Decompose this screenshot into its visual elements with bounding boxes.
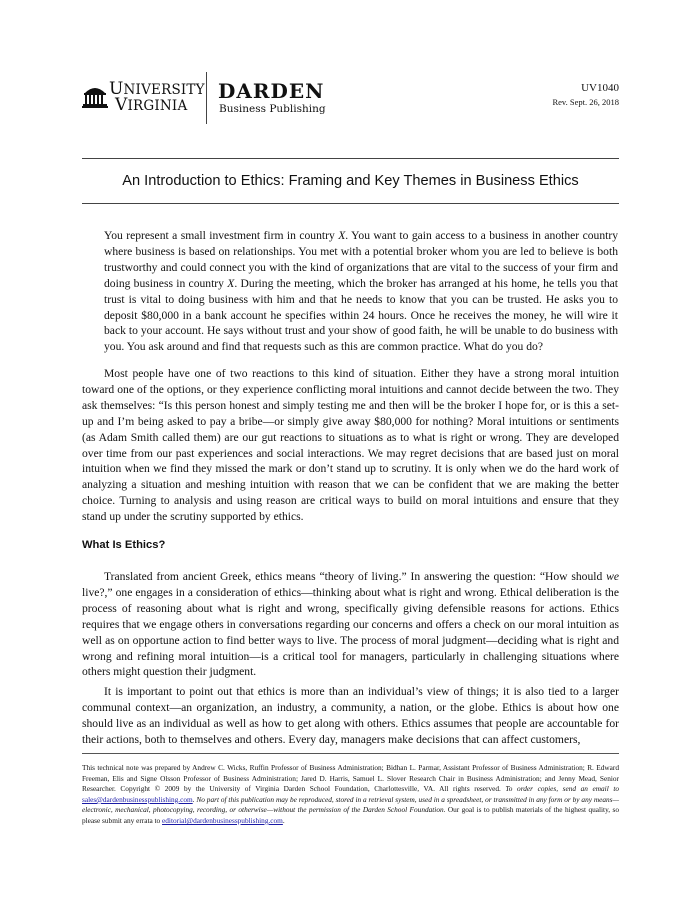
sales-email-link[interactable]: sales@dardenbusinesspublishing.com	[82, 794, 193, 804]
paragraph-4: It is important to point out that ethics is more than an individual’s view of things; it is also tied to a larger communal context—an organization, an industry, a community, a nation, or the globe. Ethics is about how one should live as an individual as well as how to get along with others. Ethics assumes that people are accountable for their actions, both to themselves and others. Every day, managers make decisions that can affect customers,	[82, 685, 619, 746]
revision-date: Rev. Sept. 26, 2018	[552, 97, 619, 107]
intro-paragraph: You represent a small investment firm in country X. You want to gain access to a business in another country where business is based on relationships. You met with a potential broker whom you are led to believe is both trustworthy and could connect you with the kind of organizations that are vital to the success of your firm and doing business in country X. During the meeting, which the broker has arranged at his home, he tells you that trust is vital to doing business with him and that he needs to know that you can be trusted. He asks you to deposit $80,000 in a bank account he specifies within 24 hours. Once he receives the money, he will wire it back to your account. He says without trust and your show of good faith, he will be unable to do business with you. You ask around and find that requests such as this are common practice. What do you do?	[104, 229, 618, 354]
footer-rule	[82, 753, 619, 754]
paragraph-2: Most people have one of two reactions to this kind of situation. Either they have a strong moral intuition toward one of the options, or they experience conflicting moral intuitions and cannot decide between the two. They ask themselves: “Is this person honest and simply testing me and then will be the broker I hope for, or is this a set-up and I’m being asked to pay a bribe—or simply give away $80,000 for nothing? Moral intuitions or sentiments (as Adam Smith called them) are our gut reactions to situations as to what is right or wrong. They are developed over time from our past experiences and social interactions. We may regret decisions that are based just on moral intuition when we find they missed the mark or don’t stand up to scrutiny. It is only when we do the hard work of analyzing a situation and meshing intuition with reason that we can be confident that we are making the better choice. Turning to analysis and using reason are critical ways to build on moral intuitions and ensure that they stand up under the scrutiny supported by ethics.	[82, 367, 619, 524]
document-code: UV1040	[581, 82, 619, 94]
footer-note: This technical note was prepared by Andrew C. Wicks, Ruffin Professor of Business Administration; Bidhan L. Parmar, Assistant Professor of Business Administration; R. Edward Freeman, Elis and Signe Olsson Professor of Business Administration; Jared D. Harris, Samuel L. Slover Research Chair in Business Administration; and Jenny Mead, Senior Researcher. Copyright © 2009 by the University of Virginia Darden School Foundation, Charlottesville, VA. All rights reserved. To order copies, send an email to sales@dardenbusinesspublishing.com. No part of this publication may be reproduced, stored in a retrieval system, used in a spreadsheet, or transmitted in any form or by any means—electronic, mechanical, photocopying, recording, or otherwise—without the permission of the Darden School Foundation. Our goal is to publish materials of the highest quality, so please submit any errata to editorial@dardenbusinesspublishing.com.	[82, 763, 619, 825]
paragraph-3: Translated from ancient Greek, ethics means “theory of living.” In answering the question: “How should we live?,” one engages in a consideration of ethics—thinking about what is right and wrong. Ethical deliberation is the process of reasoning about what is right and wrong, specifically giving defensible reasons for actions. Ethics requires that we engage others in conversations regarding our concerns and offers a check on our moral intuition as well as on opportune action to find better ways to live. The process of moral judgment—deciding what is right and wrong and refining moral intuition—is a critical tool for managers, particularly in challenging situations where others might question their judgment.	[82, 570, 619, 679]
title-top-rule	[82, 158, 619, 159]
page-title: An Introduction to Ethics: Framing and Key Themes in Business Ethics	[122, 173, 579, 189]
rotunda-icon	[82, 84, 108, 108]
publisher-subtitle: Business Publishing	[219, 103, 326, 115]
uva-logo	[82, 79, 205, 115]
darden-logo: DARDEN	[218, 79, 325, 103]
uva-wordmark: UNIVERSITY VIRGINIA	[109, 79, 205, 115]
title-bottom-rule	[82, 203, 619, 204]
editorial-email-link[interactable]: editorial@dardenbusinesspublishing.com	[162, 815, 283, 825]
section-heading: What Is Ethics?	[82, 539, 166, 551]
header-divider	[206, 72, 207, 124]
